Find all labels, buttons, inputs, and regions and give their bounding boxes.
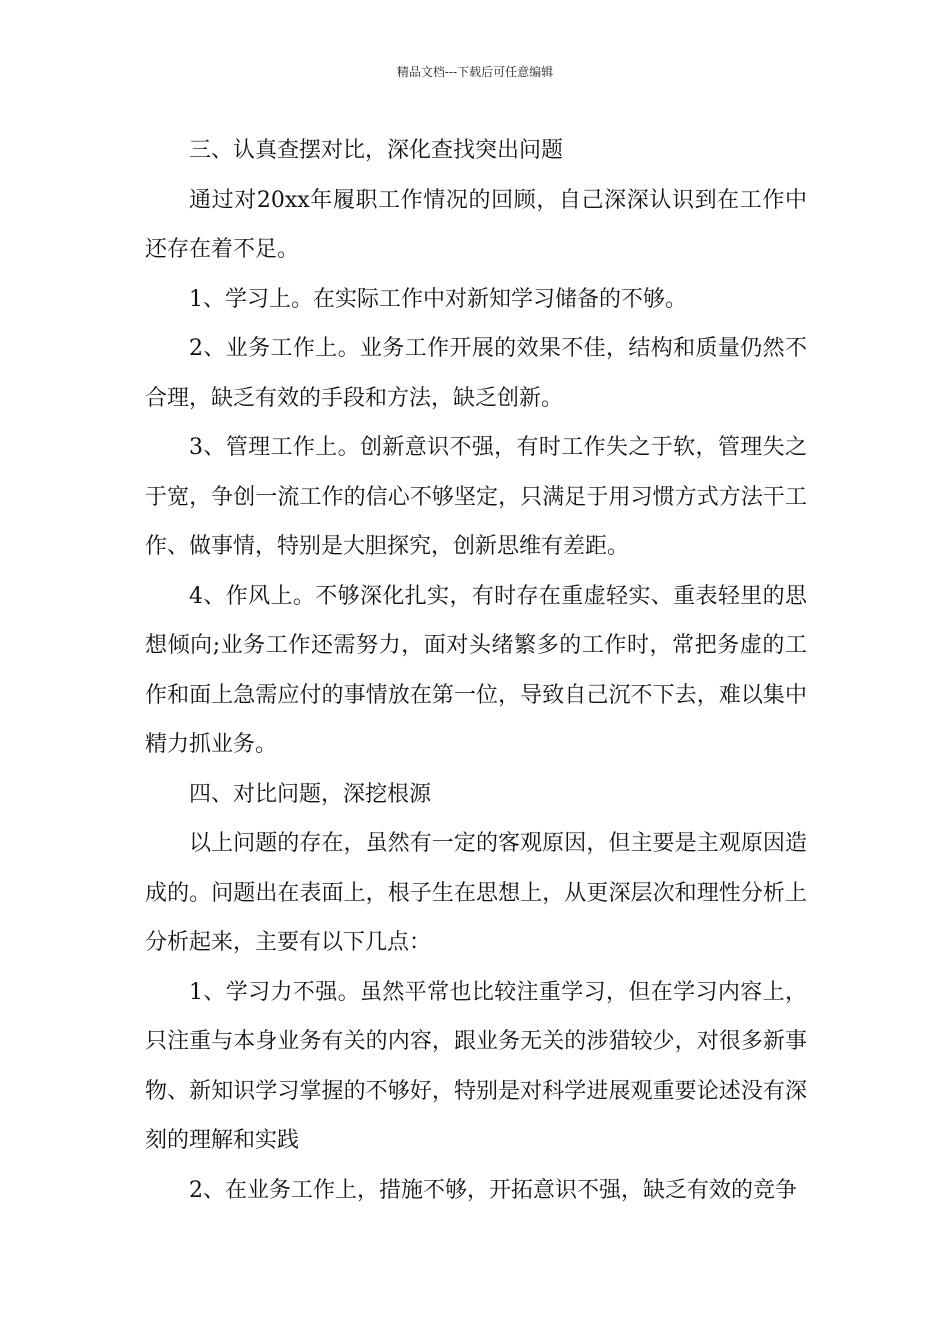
- section-heading-3: 三、认真查摆对比，深化查找突出问题: [189, 138, 564, 163]
- paragraph-item-business: 2、业务工作上。业务工作开展的效果不佳，结构和质量仍然不合理，缺乏有效的手段和方法，缺乏创新。: [145, 336, 807, 411]
- paragraph-cause-learning: 1、学习力不强。虽然平常也比较注重学习，但在学习内容上，只注重与本身业务有关的内容，跟业务无关的涉猎较少，对很多新事物、新知识学习掌握的不够好，特别是对科学进展观重要论述没有深刻的理解和实践: [145, 979, 807, 1153]
- section-heading-4: 四、对比问题，深挖根源: [189, 781, 432, 807]
- document-body: [145, 126, 807, 1215]
- paragraph-root-cause: 以上问题的存在，虽然有一定的客观原因，但主要是主观原因造成的。问题出在表面上，根子生在思想上，从更深层次和理性分析上分析起来，主要有以下几点：: [145, 831, 807, 955]
- paragraph-cause-business: 2、在业务工作上，措施不够，开拓意识不强，缺乏有效的竞争: [189, 1177, 797, 1203]
- paragraph-item-style: 4、作风上。不够深化扎实，有时存在重虚轻实、重表轻里的思想倾向;业务工作还需努力，面对头绪繁多的工作时，常把务虚的工作和面上急需应付的事情放在第一位，导致自己沉不下去，难以集中精力抓业务。: [145, 583, 807, 757]
- paragraph-intro: 通过对20xx年履职工作情况的回顾，自己深深认识到在工作中还存在着不足。: [145, 187, 807, 262]
- page-header: 精品文档---下载后可任意编辑: [396, 65, 554, 79]
- paragraph-item-learning: 1、学习上。在实际工作中对新知学习储备的不够。: [189, 286, 687, 312]
- paragraph-item-management: 3、管理工作上。创新意识不强，有时工作失之于软，管理失之于宽，争创一流工作的信心不够坚定，只满足于用习惯方式方法干工作、做事情，特别是大胆探究，创新思维有差距。: [145, 435, 807, 559]
